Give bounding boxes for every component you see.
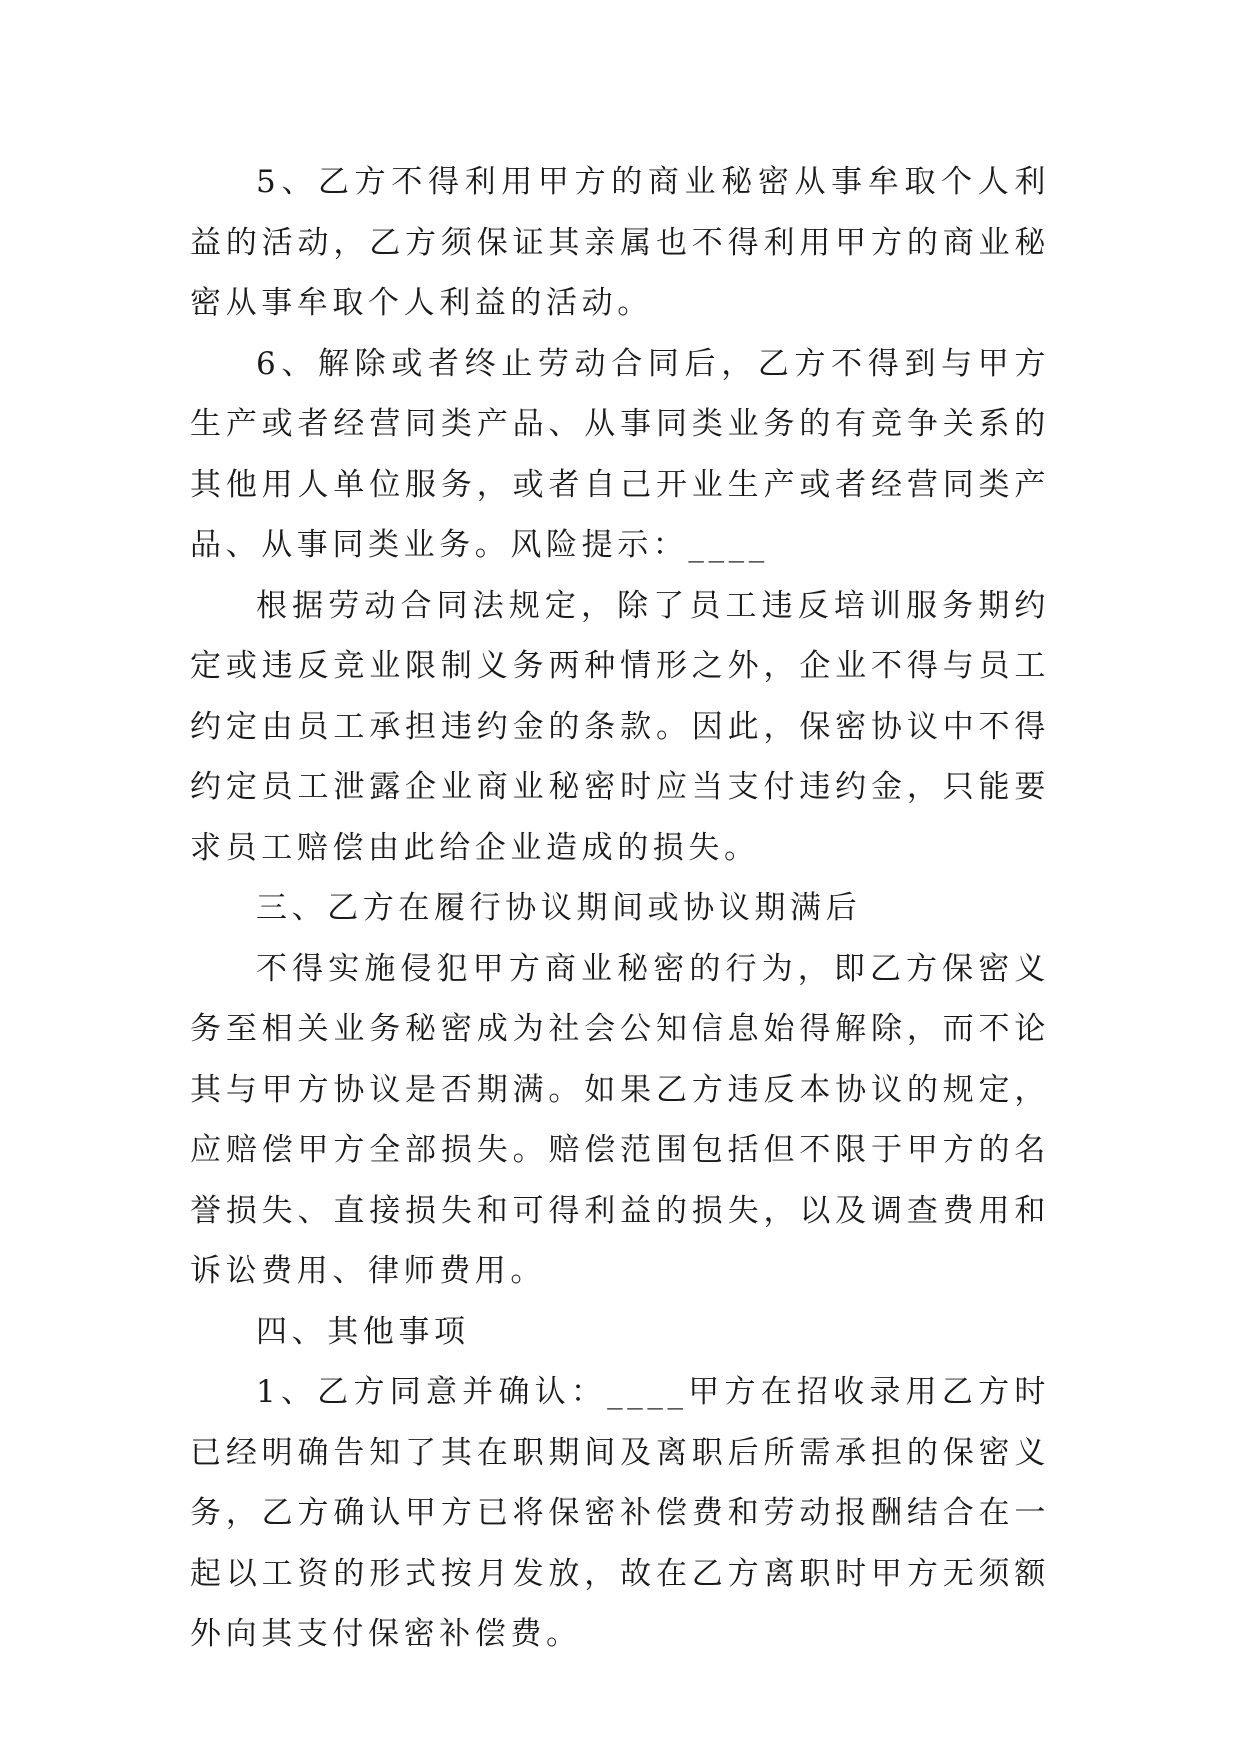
section-heading-3: 三、乙方在履行协议期间或协议期满后	[256, 890, 862, 926]
section-heading-4: 四、其他事项	[256, 1313, 470, 1350]
paragraph-section-3-body: 不得实施侵犯甲方商业秘密的行为，即乙方保密义务至相关业务秘密成为社会公知信息始得解除，而不论其与甲方协议是否期满。如果乙方违反本协议的规定，应赔偿甲方全部损失。赔偿范围包括但不限于甲方的名誉损失、直接损失和可得利益的损失，以及调查费用和诉讼费用、律师费用。	[190, 950, 1050, 1289]
paragraph-other-1: 1、乙方同意并确认：____甲方在招收录用乙方时已经明确告知了其在职期间及离职后所需承担的保密义务，乙方确认甲方已将保密补偿费和劳动报酬结合在一起以工资的形式按月发放，故在乙方离职时甲方无须额外向其支付保密补偿费。	[190, 1374, 1050, 1652]
document-body	[190, 152, 1050, 1665]
paragraph-risk-note: 根据劳动合同法规定，除了员工违反培训服务期约定或违反竞业限制义务两种情形之外，企业不得与员工约定由员工承担违约金的条款。因此，保密协议中不得约定员工泄露企业商业秘密时应当支付违约金，只能要求员工赔偿由此给企业造成的损失。	[190, 587, 1050, 866]
paragraph-clause-5: 5、乙方不得利用甲方的商业秘密从事牟取个人利益的活动，乙方须保证其亲属也不得利用甲方的商业秘密从事牟取个人利益的活动。	[190, 164, 1050, 321]
paragraph-clause-6: 6、解除或者终止劳动合同后，乙方不得到与甲方生产或者经营同类产品、从事同类业务的有竞争关系的其他用人单位服务，或者自己开业生产或者经营同类产品、从事同类业务。风险提示：____	[190, 345, 1050, 563]
